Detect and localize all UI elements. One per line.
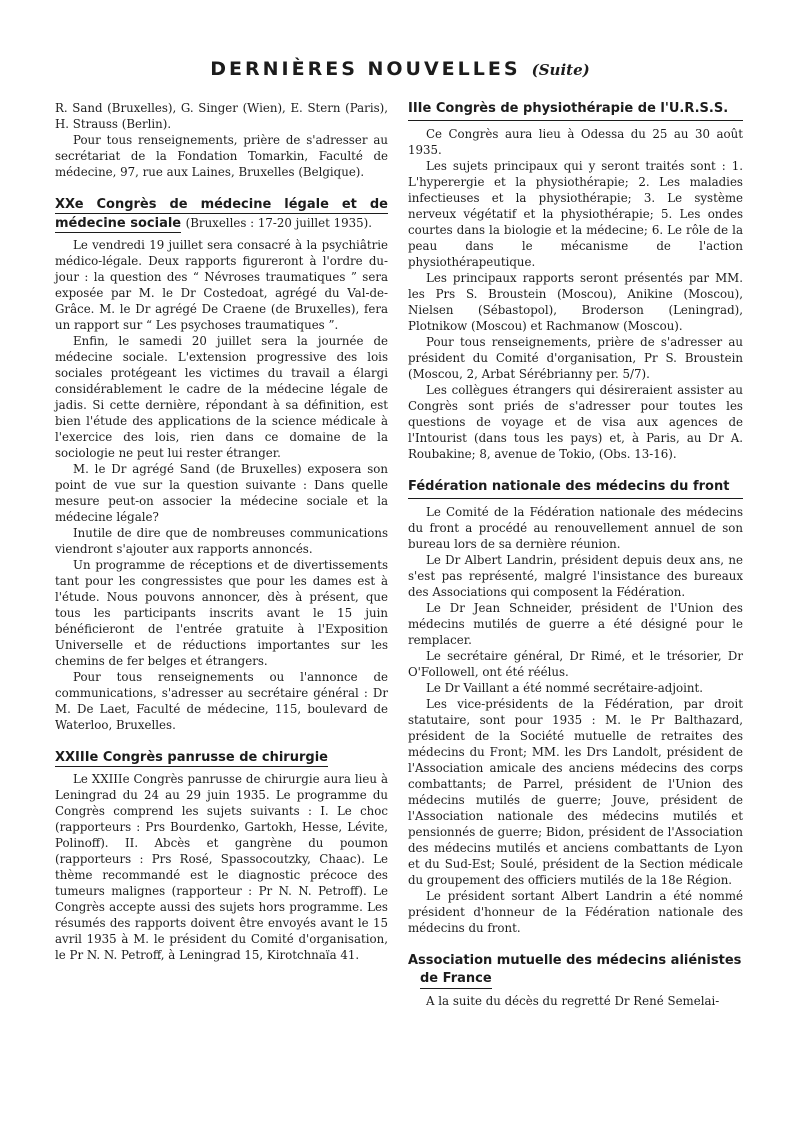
section-heading xyxy=(408,952,743,989)
paragraph: Le Dr Albert Landrin, président depuis deux ans, ne s'est pas représenté, malgré l'insistance des bureaux des Associations qui composent la Fédération. xyxy=(408,553,743,599)
section-subtitle: (Bruxelles : 17-20 juillet 1935). xyxy=(185,216,373,230)
paragraph: Le Comité de la Fédération nationale des médecins du front a procédé au renouvellement annuel de son bureau lors de sa dernière réunion. xyxy=(408,505,743,551)
section-title: Fédération nationale des médecins du front xyxy=(408,479,730,494)
paragraph: Le Dr Jean Schneider, président de l'Union des médecins mutilés de guerre a été désigné pour le remplacer. xyxy=(408,601,743,647)
paragraph: Pour tous renseignements, prière de s'adresser au secrétariat de la Fondation Tomarkin, Faculté de médecine, 97, rue aux Laines, Bruxelles (Belgique). xyxy=(55,133,388,179)
page-title-suite: (Suite) xyxy=(531,61,590,79)
section-title: IIIe Congrès de physiothérapie de l'U.R.S.S. xyxy=(408,101,729,116)
section-heading xyxy=(55,749,388,767)
paragraph: Les vice-présidents de la Fédération, par droit statutaire, sont pour 1935 : M. le Pr Balthazard, président de la Société mutuelle de retraites des médecins du Front; MM. les Drs Landolt, président de l'Association amicale des anciens médecins des corps combattants; de Parrel, président de l'Union des médecins mutilés de guerre; Jouve, président de l'Association nationale des médecins mutilés et pensionnés de guerre; Bidon, président de l'Association des médecins mutilés et anciens combattants de Lyon et du Sud-Est; Soulé, président de la Section médicale du groupement des officiers mutilés de la 18e Région. xyxy=(408,697,743,887)
paragraph: Les principaux rapports seront présentés par MM. les Prs S. Broustein (Moscou), Anikine (Moscou), Nielsen (Sébastopol), Broderson (Leningrad), Plotnikow (Moscou) et Rachmanow (Moscou). xyxy=(408,271,743,333)
paragraph: Les sujets principaux qui y seront traités sont : 1. L'hyperergie et la physiothérapie; 2. Les maladies infectieuses et la physiothérapie; 3. Le système nerveux végétatif et la physiothérapie; 5. Les ondes courtes dans la biologie et la médecine; 6. Le rôle de la peau dans le mécanisme de l'action physiothérapeutique. xyxy=(408,159,743,269)
section-title: Association mutuelle des médecins aliénistes xyxy=(408,953,742,968)
section-heading xyxy=(408,100,743,121)
paragraph: Pour tous renseignements, prière de s'adresser au président du Comité d'organisation, Pr S. Broustein (Moscou, 2, Arbat Sérébrianny per. 5/7). xyxy=(408,335,743,381)
paragraph: Le président sortant Albert Landrin a été nommé président d'honneur de la Fédération nationale des médecins du front. xyxy=(408,889,743,935)
paragraph: Le vendredi 19 juillet sera consacré à la psychiâtrie médico-légale. Deux rapports figureront à l'ordre du-jour : la question des “ Névroses traumatiques ” sera exposée par M. le Dr Costedoat, agrégé du Val-de-Grâce. M. le Dr agrégé De Craene (de Bruxelles), fera un rapport sur “ Les psychoses traumatiques ”. xyxy=(55,238,388,332)
page-title: DERNIÈRES NOUVELLES xyxy=(210,58,521,80)
paragraph: Le secrétaire général, Dr Rimé, et le trésorier, Dr O'Followell, ont été réélus. xyxy=(408,649,743,679)
section-heading xyxy=(408,478,743,499)
paragraph: Pour tous renseignements ou l'annonce de communications, s'adresser au secrétaire général : Dr M. De Laet, Faculté de médecine, 115, boulevard de Waterloo, Bruxelles. xyxy=(55,670,388,732)
paragraph: R. Sand (Bruxelles), G. Singer (Wien), E. Stern (Paris), H. Strauss (Berlin). xyxy=(55,101,388,131)
paragraph: A la suite du décès du regretté Dr René Semelai- xyxy=(426,994,720,1008)
paragraph: Le Dr Vaillant a été nommé secrétaire-adjoint. xyxy=(426,681,703,695)
paragraph: Inutile de dire que de nombreuses communications viendront s'ajouter aux rapports annoncés. xyxy=(55,526,388,556)
page-header xyxy=(0,58,800,80)
paragraph: Le XXIIIe Congrès panrusse de chirurgie aura lieu à Leningrad du 24 au 29 juin 1935. Le programme du Congrès comprend les sujets suivants : I. Le choc (rapporteurs : Prs Bourdenko, Gartokh, Hesse, Lévite, Polinoff). II. Abcès et gangrène du poumon (rapporteurs : Prs Rosé, Spassocoutzky, Chaac). Le thème recommandé est le diagnostic précoce des tumeurs malignes (rapporteur : Pr N. N. Petroff). Le Congrès accepte aussi des sujets hors programme. Les résumés des rapports doivent être envoyés avant le 15 avril 1935 à M. le président du Comité d'organisation, le Pr N. N. Petroff, à Leningrad 15, Kirotchnaïa 41. xyxy=(55,772,388,962)
paragraph: Ce Congrès aura lieu à Odessa du 25 au 30 août 1935. xyxy=(408,127,743,157)
section-heading xyxy=(55,196,388,233)
right-column xyxy=(408,100,743,1009)
paragraph: M. le Dr agrégé Sand (de Bruxelles) exposera son point de vue sur la question suivante : Dans quelle mesure peut-on associer la médecine sociale et la médecine légale? xyxy=(55,462,388,524)
section-title: XXe Congrès de médecine légale et de médecine sociale xyxy=(55,197,388,231)
paragraph: Un programme de réceptions et de divertissements tant pour les congressistes que pour les dames est à l'étude. Nous pouvons annoncer, dès à présent, que tous les participants inscrits avant le 15 juin bénéficieront de l'entrée gratuite à l'Exposition Universelle et de réductions importantes sur les chemins de fer belges et étrangers. xyxy=(55,558,388,668)
section-title-line-2: de France xyxy=(420,970,492,989)
paragraph: Enfin, le samedi 20 juillet sera la journée de médecine sociale. L'extension progressive des lois sociales protégeant les victimes du travail a élargi considérablement le cadre de la médecine légale de jadis. Si cette dernière, répondant à sa définition, est bien l'étude des applications de la science médicale à l'exercice des lois, rien dans ce domaine de la sociologie ne peut lui rester étranger. xyxy=(55,334,388,460)
section-title: XXIIIe Congrès panrusse de chirurgie xyxy=(55,750,328,765)
left-column xyxy=(55,100,388,963)
paragraph: Les collègues étrangers qui désireraient assister au Congrès sont priés de s'adresser pour toutes les questions de voyage et de visa aux agences de l'Intourist (dans tous les pays) et, à Paris, au Dr A. Roubakine; 8, avenue de Tokio, (Obs. 13-16). xyxy=(408,383,743,461)
